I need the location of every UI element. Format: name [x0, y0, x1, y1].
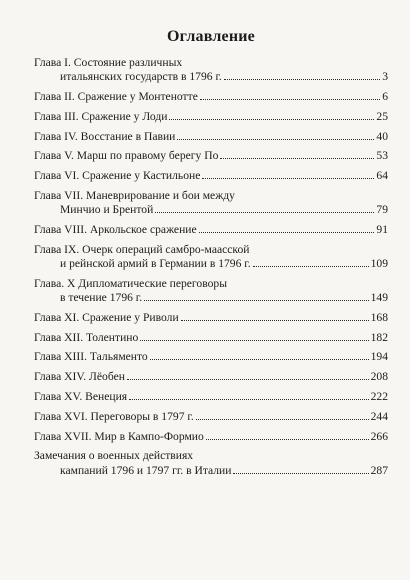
toc-page-number: 79: [376, 203, 388, 217]
toc-entry: [34, 277, 388, 305]
toc-entry-continuation: [34, 203, 388, 217]
toc-entry-line: [34, 169, 388, 183]
toc-page-number: 194: [370, 350, 388, 364]
toc-entry-line: [34, 189, 388, 203]
toc-page-number: 109: [370, 256, 388, 270]
toc-entry-line: [34, 410, 388, 424]
toc-page-number: 208: [370, 370, 388, 384]
toc-entry: [34, 449, 388, 477]
toc-entry-line: [34, 223, 388, 237]
toc-page-number: 149: [370, 290, 388, 304]
toc-page-number: 40: [376, 129, 388, 143]
toc-entry-line: [34, 449, 388, 463]
toc-entry-title: Глава VIII. Аркольское сражение: [34, 222, 197, 236]
toc-entry: [34, 430, 388, 444]
toc-page-number: 287: [370, 463, 388, 477]
toc-page-number: 6: [382, 90, 388, 103]
toc-entry-line: [34, 390, 388, 404]
toc-entry: [34, 390, 388, 404]
dot-leader: [200, 99, 380, 100]
toc-entry-continuation: [34, 70, 388, 84]
toc-entry-title: Глава VII. Маневрирование и бои между: [34, 188, 235, 202]
toc-entry-title: Глава XIV. Лёобен: [34, 370, 125, 384]
dot-leader: [140, 340, 368, 341]
toc-entry-line: [34, 110, 388, 124]
dot-leader: [206, 439, 369, 440]
toc-entry-title: в течение 1796 г.: [60, 290, 143, 304]
toc-entry: [34, 149, 388, 163]
page-title: Оглавление: [167, 28, 255, 45]
toc-entry-title: Глава IX. Очерк операций самбро-маасской: [34, 242, 250, 256]
toc-entry: [34, 243, 388, 271]
dot-leader: [127, 379, 369, 380]
toc-entry: [34, 350, 388, 364]
dot-leader: [224, 79, 380, 80]
toc-entry: [34, 223, 388, 237]
toc-entry-title: Глава III. Сражение у Лоди: [34, 109, 168, 123]
toc-entry: [34, 370, 388, 384]
dot-leader: [150, 359, 369, 360]
toc-entry-continuation: [34, 464, 388, 478]
toc-entry: [34, 130, 388, 144]
toc-entry-title: Глава VI. Сражение у Кастильоне: [34, 169, 201, 183]
dot-leader: [169, 119, 374, 120]
toc-entry: [34, 90, 388, 104]
toc-entry-title: Глава I. Состояние различных: [34, 56, 183, 69]
toc-entry-line: [34, 90, 388, 104]
dot-leader: [129, 399, 368, 400]
toc-entry-line: [34, 350, 388, 364]
toc-page-number: 53: [376, 149, 388, 163]
toc-page-number: 266: [370, 429, 388, 443]
toc-entry-title: Глава XII. Толентино: [34, 330, 139, 344]
dot-leader: [155, 212, 374, 213]
toc-entry-title: Глава IV. Восстание в Павии: [34, 129, 176, 143]
toc-page-number: 222: [370, 389, 388, 403]
toc-page-number: 244: [370, 409, 388, 423]
dot-leader: [199, 232, 375, 233]
toc-page-number: 91: [376, 222, 388, 236]
toc-entry-continuation: [34, 257, 388, 271]
toc-entry: [34, 169, 388, 183]
toc-entry-line: [34, 430, 388, 444]
toc-entry-line: [34, 243, 388, 257]
toc-entry-title: Глава V. Марш по правому берегу По: [34, 149, 219, 163]
toc-entry-line: [34, 311, 388, 325]
dot-leader: [196, 419, 369, 420]
toc-entry-title: Глава II. Сражение у Монтенотте: [34, 90, 198, 103]
dot-leader: [233, 473, 368, 474]
toc-entry-title: Глава XV. Венеция: [34, 389, 128, 403]
toc-entry-line: [34, 277, 388, 291]
dot-leader: [253, 266, 369, 267]
table-of-contents: [34, 56, 388, 478]
toc-entry-title: Глава XVI. Переговоры в 1797 г.: [34, 409, 194, 423]
toc-page-number: 168: [370, 310, 388, 324]
toc-entry-line: [34, 149, 388, 163]
toc-entry-title: Глава XI. Сражение у Риволи: [34, 310, 179, 324]
toc-entry-title: Глава. X Дипломатические переговоры: [34, 276, 227, 290]
toc-entry: [34, 410, 388, 424]
dot-leader: [181, 320, 369, 321]
toc-entry: [34, 56, 388, 84]
toc-entry: [34, 311, 388, 325]
toc-entry-line: [34, 130, 388, 144]
toc-entry-title: Глава XIII. Тальяменто: [34, 350, 148, 364]
toc-page-number: 3: [382, 70, 388, 84]
toc-entry: [34, 110, 388, 124]
toc-page-number: 25: [376, 109, 388, 123]
toc-entry-title: Минчио и Брентой: [60, 203, 154, 217]
toc-entry-line: [34, 56, 388, 70]
toc-entry-title: Глава XVII. Мир в Кампо-Формио: [34, 429, 204, 443]
dot-leader: [177, 139, 374, 140]
dot-leader: [220, 158, 374, 159]
dot-leader: [144, 300, 368, 301]
toc-entry-title: Замечания о военных действиях: [34, 449, 194, 463]
toc-entry-title: и рейнской армий в Германии в 1796 г.: [60, 256, 251, 270]
toc-entry-title: кампаний 1796 и 1797 гг. в Италии: [60, 463, 232, 477]
toc-entry: [34, 189, 388, 217]
toc-page-number: 64: [376, 169, 388, 183]
toc-entry-title: итальянских государств в 1796 г.: [60, 70, 222, 84]
toc-entry-line: [34, 331, 388, 345]
toc-entry-continuation: [34, 291, 388, 305]
toc-page-number: 182: [370, 330, 388, 344]
dot-leader: [202, 178, 374, 179]
toc-entry-line: [34, 370, 388, 384]
toc-entry: [34, 331, 388, 345]
